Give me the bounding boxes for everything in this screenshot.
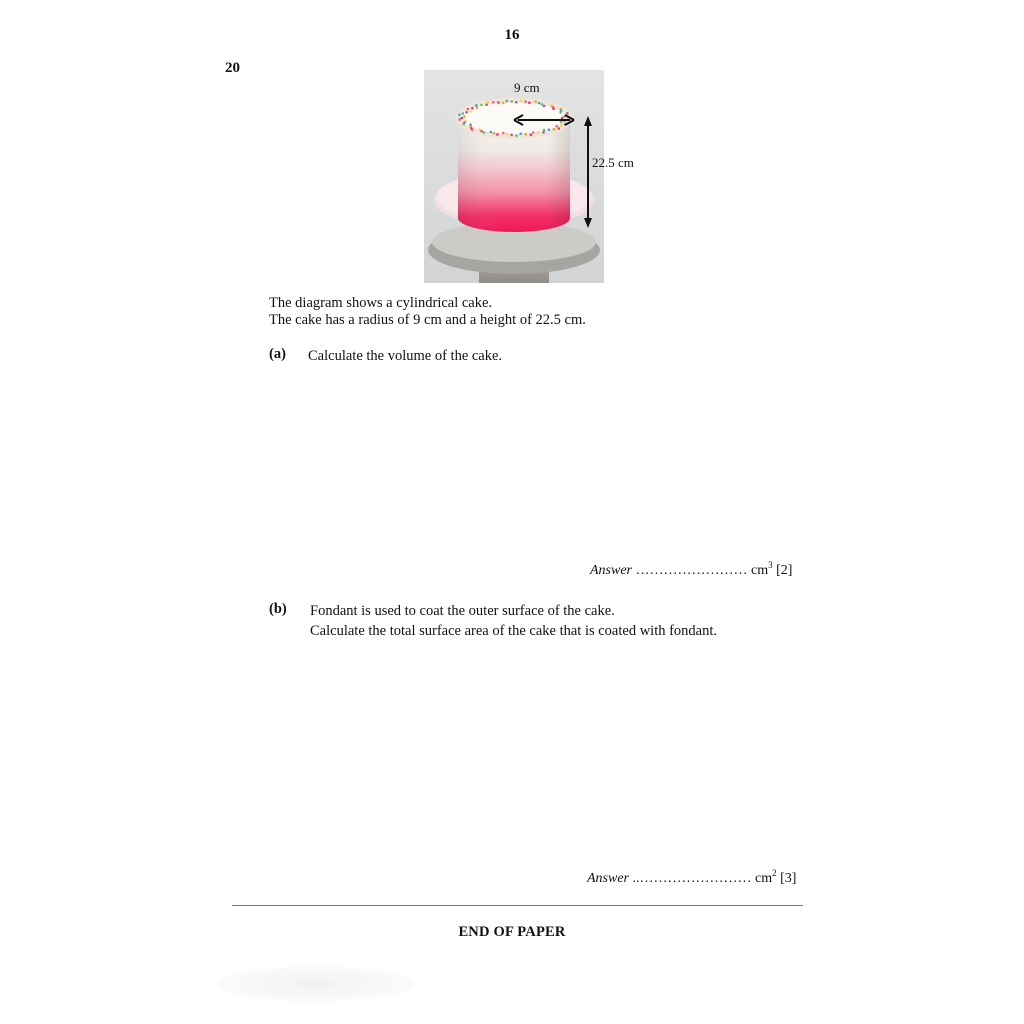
unit-power: 3 [768,560,773,570]
part-a-label: (a) [269,346,286,362]
answer-word: Answer [587,871,629,886]
radius-label: 9 cm [514,80,540,95]
cake-photo [424,70,604,283]
stem-line: The cake has a radius of 9 cm and a height of 22.5 cm. [269,312,586,328]
end-of-paper: END OF PAPER [458,924,566,940]
part-b-line: Fondant is used to coat the outer surface of the cake. [310,603,615,619]
part-a-answer-line [590,560,793,579]
answer-word: Answer [590,563,632,578]
part-b-label: (b) [269,601,287,617]
part-b-text [310,601,717,641]
marks: [3] [780,871,797,886]
scan-smudge [218,966,413,1002]
height-label: 22.5 cm [592,155,634,170]
part-b-answer-line [587,868,797,887]
answer-unit: cm [755,871,773,886]
question-stem [269,295,586,329]
stem-line: The diagram shows a cylindrical cake. [269,295,493,311]
page-number: 16 [504,27,520,43]
divider-rule [232,905,803,906]
answer-unit: cm [751,563,769,578]
answer-dots: ..…………………… [632,871,752,886]
answer-dots: …………………… [635,563,748,578]
part-b-line: Calculate the total surface area of the cake that is coated with fondant. [310,623,718,639]
question-number: 20 [225,60,240,76]
unit-power: 2 [772,868,777,878]
part-a-text: Calculate the volume of the cake. [308,348,503,364]
marks: [2] [776,563,793,578]
